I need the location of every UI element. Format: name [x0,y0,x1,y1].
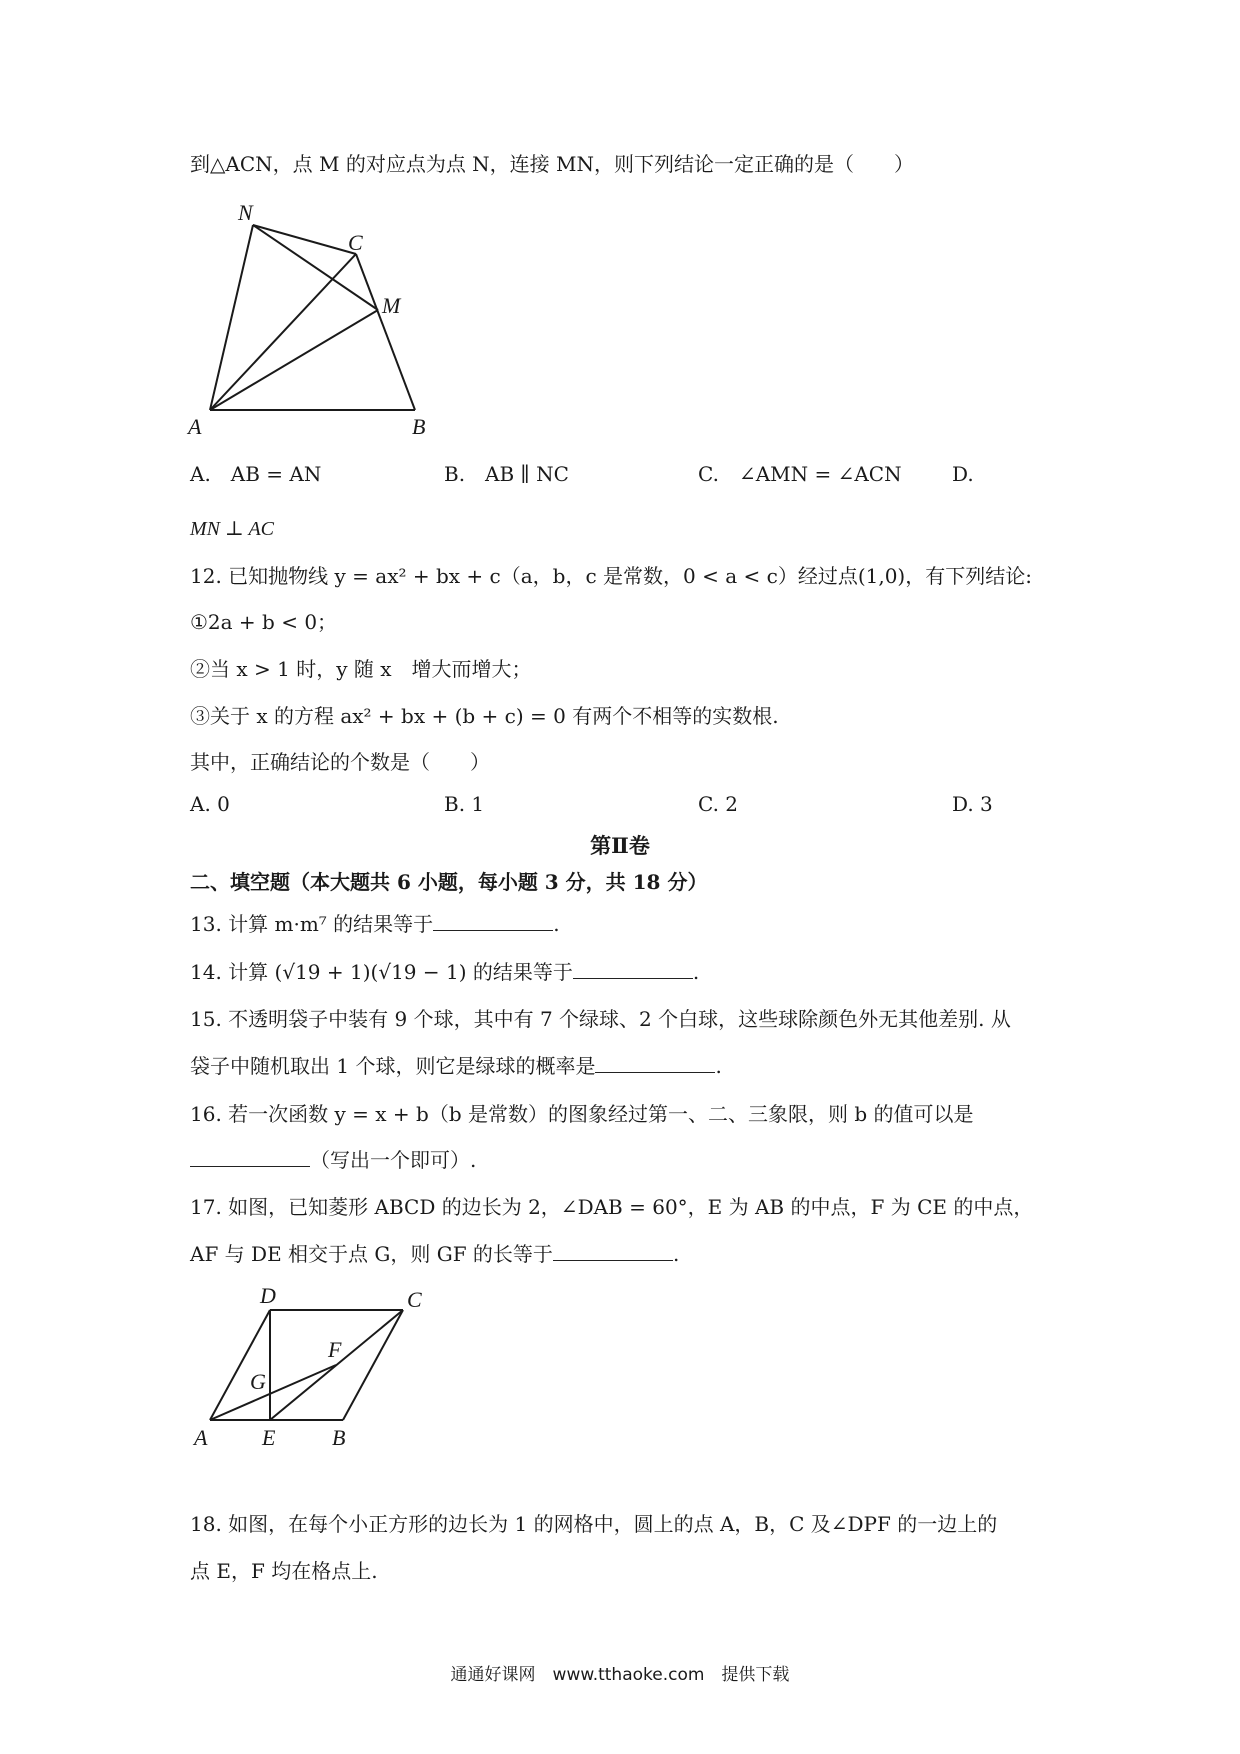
q15-line-1: 15. 不透明袋子中装有 9 个球，其中有 7 个绿球、2 个白球，这些球除颜色外无其他差别. 从 [190,1007,1011,1031]
q11-option-b: B. AB ∥ NC [444,462,569,486]
q17-label-g: G [250,1369,266,1394]
q17-label-f: F [328,1337,342,1362]
q11-option-a: A. AB = AN [190,462,322,486]
q11-label-m: M [382,293,401,318]
q17-line-2 [190,1240,679,1268]
q11-figure [190,200,450,440]
q17-line-1: 17. 如图，已知菱形 ABCD 的边长为 2，∠DAB = 60°，E 为 AB 的中点，F 为 CE 的中点， [190,1195,1034,1219]
q12-ask: 其中，正确结论的个数是（ ） [190,750,490,774]
q18-line-1: 18. 如图，在每个小正方形的边长为 1 的网格中，圆上的点 A，B，C 及∠DPF 的一边上的 [190,1512,998,1536]
q17-label-e: E [262,1425,276,1450]
q17-label-c: C [407,1287,422,1312]
q14-period: . [692,960,700,984]
q13-line [190,910,560,938]
q15-period: . [715,1054,722,1078]
section-heading: 二、填空题（本大题共 6 小题，每小题 3 分，共 18 分） [190,870,708,894]
q13-period: . [553,912,560,936]
q17-text: AF 与 DE 相交于点 G，则 GF 的长等于 [190,1242,553,1266]
q16-text: （写出一个即可）. [310,1148,477,1172]
q11-option-d-cont: MN ⊥ AC [190,518,275,540]
q11-option-c: C. ∠AMN = ∠ACN [698,462,902,486]
q13-answer-blank[interactable] [433,912,553,931]
volume-title: 第Ⅱ卷 [590,833,650,858]
q14-answer-blank[interactable] [573,960,693,979]
q14-line [190,958,699,986]
q11-label-c: C [348,230,363,255]
q15-answer-blank[interactable] [595,1054,715,1073]
q14-text: 14. 计算 (√19 + 1)(√19 − 1) 的结果等于 [190,960,573,984]
q11-label-b: B [412,414,426,439]
q18-line-2: 点 E，F 均在格点上. [190,1559,378,1583]
q12-option-b: B. 1 [444,792,485,816]
q11-option-d: D. [952,462,974,486]
page-footer: 通通好课网 www.tthaoke.com 提供下载 [450,1665,790,1685]
q12-conclusion-2: ②当 x > 1 时，y 随 x 增大而增大； [190,657,532,681]
q17-answer-blank[interactable] [553,1242,673,1261]
q15-line-2 [190,1052,722,1080]
q13-text: 13. 计算 m·m⁷ 的结果等于 [190,912,434,936]
q17-period: . [672,1242,680,1266]
q15-text: 袋子中随机取出 1 个球，则它是绿球的概率是 [190,1054,596,1078]
q16-answer-blank[interactable] [190,1148,310,1167]
q12-option-d: D. 3 [952,792,993,816]
q17-label-d: D [260,1283,276,1308]
q12-conclusion-1: ①2a + b < 0； [190,610,338,634]
q16-line-1: 16. 若一次函数 y = x + b（b 是常数）的图象经过第一、二、三象限，则 b 的值可以是 [190,1102,974,1126]
q16-line-2 [190,1146,476,1174]
q12-conclusion-3: ③关于 x 的方程 ax² + bx + (b + c) = 0 有两个不相等的实数根. [190,704,779,728]
q11-label-a: A [188,414,202,439]
q17-label-a: A [194,1425,208,1450]
q11-label-n: N [238,200,253,225]
q17-label-b: B [332,1425,346,1450]
q12-stem: 12. 已知抛物线 y = ax² + bx + c（a，b，c 是常数，0 < a < c）经过点(1,0)，有下列结论: [190,564,1032,588]
q12-option-c: C. 2 [698,792,739,816]
q12-option-a: A. 0 [190,792,230,816]
q11-stem-tail: 到△ACN，点 M 的对应点为点 N，连接 MN，则下列结论一定正确的是（ ） [190,152,915,176]
q17-figure [190,1275,430,1455]
